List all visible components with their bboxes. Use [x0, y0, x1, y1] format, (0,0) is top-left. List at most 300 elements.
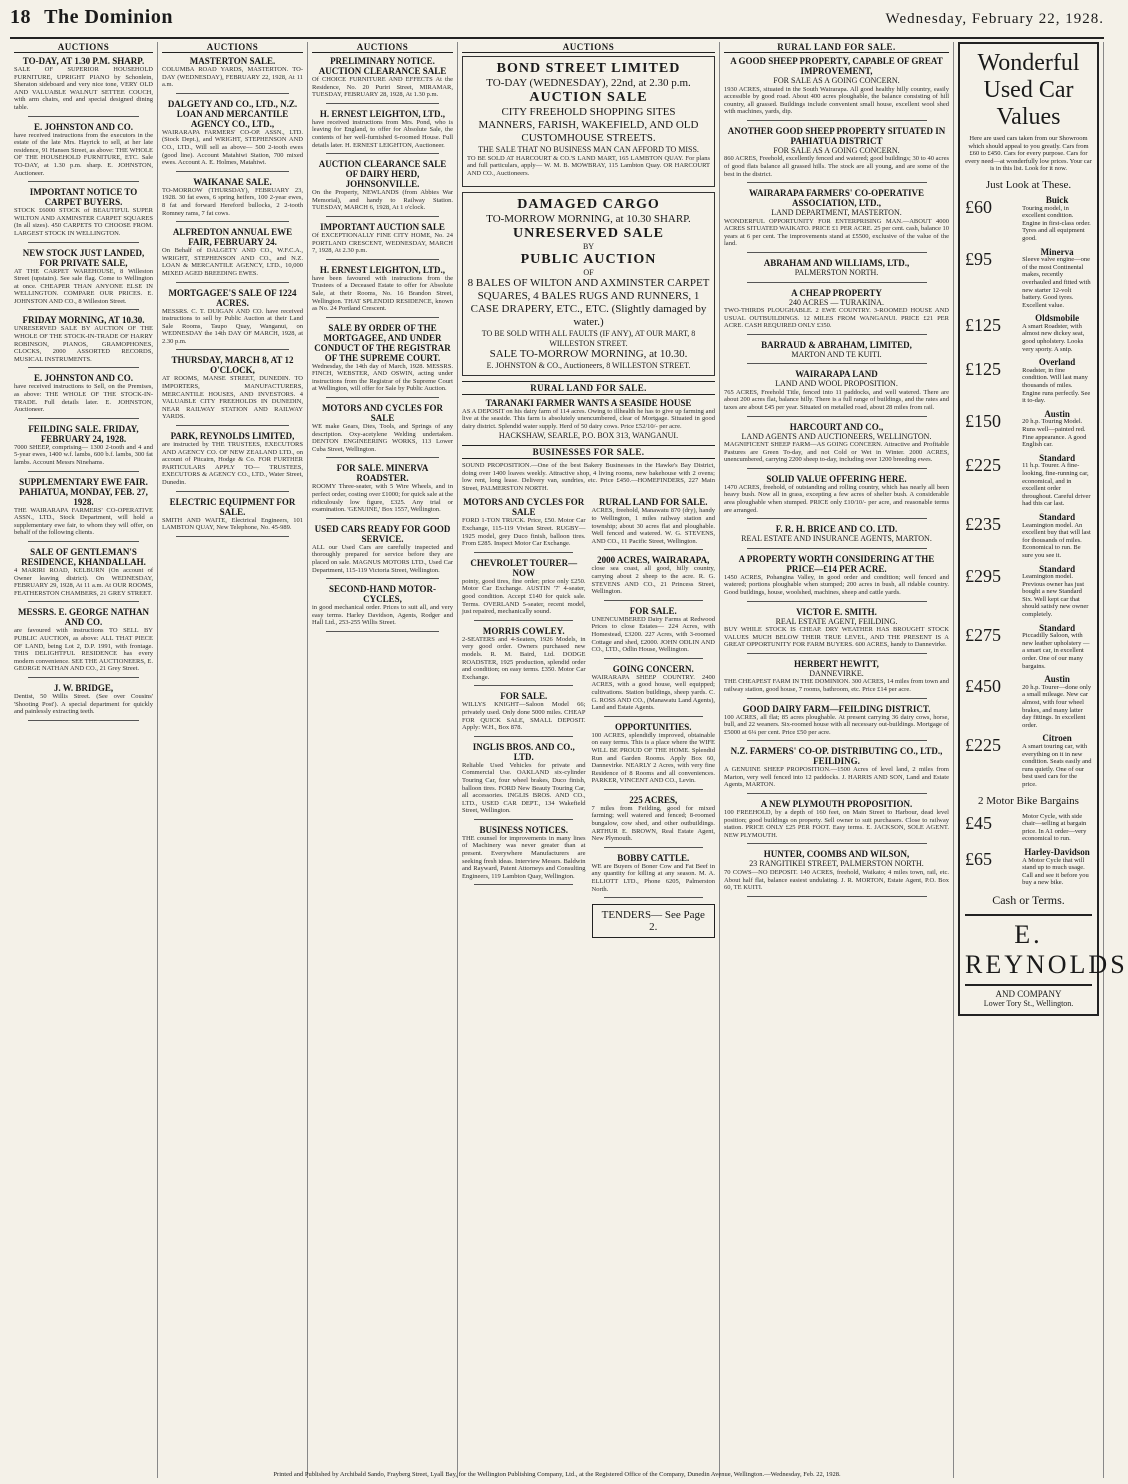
- advertisement: [724, 369, 949, 416]
- ad-body: UNRESERVED SALE BY AUCTION OF THE WHOLE OF THE STOCK-IN-TRADE OF HARRY ROBINSON, PIANOS, GRAMOPHONES, CLOCKS, 2000 ASSORTED RECORDS, MUSICAL INSTRUMENTS.: [14, 325, 153, 363]
- car-name: Standard: [1039, 452, 1076, 463]
- ad-divider: [747, 896, 927, 897]
- car-listing: [965, 511, 1092, 560]
- car-name: Citroen: [1042, 733, 1072, 744]
- car-price-block: [965, 676, 1018, 729]
- ad-divider: [747, 518, 927, 519]
- ad-subtitle: PALMERSTON NORTH.: [794, 268, 879, 278]
- ad-subtitle: 240 ACRES — TURAKINA.: [789, 297, 884, 307]
- ad-title: N.Z. FARMERS' CO-OP. DISTRIBUTING CO., LTD., FEILDING.: [730, 746, 943, 767]
- ad-title: MOTORS AND CYCLES FOR SALE: [321, 403, 444, 424]
- advertisement: [592, 555, 716, 600]
- ad-title: VICTOR E. SMITH.: [796, 606, 877, 617]
- ad-divider: [28, 116, 139, 117]
- masthead-left: [10, 6, 173, 29]
- ad-divider: [747, 282, 927, 283]
- car-listing: [965, 246, 1092, 310]
- ad-title: BARRAUD & ABRAHAM, LIMITED,: [761, 339, 912, 350]
- ad-body: 100 ACRES, all flat; 85 acres ploughable. At present carrying 36 dairy cows, horse, bull, and 22 weaners. Six-roomed house with all necessary out-buildings. Mortgage of £5000 at 6¼ per cent. Price £50 per acre.: [724, 713, 949, 736]
- bond-sites: CITY FREEHOLD SHOPPING SITES: [501, 106, 676, 118]
- car-price-block: [965, 514, 1018, 560]
- ad-title: WAIRARAPA FARMERS' CO-OPERATIVE ASSOCIATION, LTD.,: [748, 188, 924, 209]
- car-description: A smart touring car, with everything on it in new condition. Seats easily and runs quietly. One of our best used cars for the price.: [1022, 742, 1092, 788]
- ad-title: FOR SALE.: [500, 691, 548, 702]
- cars-header-2: Used Car: [983, 77, 1074, 103]
- ad-title: A PROPERTY WORTH CONSIDERING AT THE PRICE—£14 PER ACRE.: [738, 553, 935, 574]
- ad-title: H. ERNEST LEIGHTON, LTD.,: [319, 108, 446, 119]
- ad-body: 1470 ACRES, freehold, of outstanding and rolling country, which has nearly all been heavy bush. Now all in grass, excepting a few acres of shelter bush. A considerable area ploughable when stumped. PRICE only £10/10/- per acre, and reasonable terms are arranged.: [724, 483, 949, 514]
- car-description-block: [1022, 194, 1092, 243]
- cars-intro: Here are used cars taken from our Showroom which should appeal to you greatly. Cars from £60 to £450. Cars for every purpose. Cars for every need—at wonderfully low prices. Your car is in this list. Look for it now.: [965, 135, 1092, 173]
- car-description-block: [1022, 622, 1092, 671]
- ad-title: SALE OF GENTLEMAN'S RESIDENCE, KHANDALLAH.: [21, 546, 146, 567]
- advertisement: [462, 825, 586, 886]
- ad-divider: [176, 536, 289, 537]
- ad-title: GOOD DAIRY FARM—FEILDING DISTRICT.: [742, 703, 931, 714]
- ad-title: A GOOD SHEEP PROPERTY, CAPABLE OF GREAT IMPROVEMENT,: [730, 56, 943, 76]
- advertisement: [14, 607, 153, 678]
- ad-title: FRIDAY MORNING, AT 10.30.: [22, 315, 145, 326]
- car-listing: [965, 735, 1092, 788]
- ad-title: IMPORTANT NOTICE TO CARPET BUYERS.: [29, 187, 138, 208]
- car-description: 11 h.p. Tourer. A fine-looking, fine-running car, economical, and in excellent order throughout. Careful driver had this car last.: [1022, 462, 1091, 508]
- advertisement: [312, 524, 453, 579]
- cargo-where: TO BE SOLD WITH ALL FAULTS (IF ANY), AT OUR MART, 8 WILLESTON STREET.: [481, 329, 696, 348]
- ad-divider: [747, 334, 927, 335]
- car-description: Motor Cycle, with side chair—selling at bargain price. In A1 order—very economical to run.: [1022, 812, 1087, 843]
- ad-body: have received instructions from Mrs. Pond, who is leaving for England, to offer for Absolute Sale, the contents of her well-furnished 6-roomed House. Full details later. H. ERNEST LEIGHTON, Auctioneer.: [312, 118, 453, 149]
- ad-body: 860 ACRES, Freehold, excellently fenced and watered; good buildings; 30 to 40 acres of good flats balance all grassed hills. The stock are all young, and are some of the best in the district.: [724, 155, 949, 178]
- ad-divider: [28, 677, 139, 678]
- advertisement: [312, 584, 453, 632]
- ad-title: GOING CONCERN.: [612, 663, 694, 674]
- ad-divider: [747, 548, 927, 549]
- ad-divider: [326, 518, 439, 519]
- cargo-lots: 8 BALES OF WILTON AND AXMINSTER CARPET SQUARES, 4 BALES RUGS AND RUNNERS, 1 CASE DRAPERY, ETC., ETC. (Slightly damaged by water.): [467, 277, 710, 329]
- ad-title: CHEVROLET TOURER—NOW: [470, 557, 578, 578]
- car-description-block: [1022, 676, 1092, 729]
- ad-subtitle: 23 RANGITIKEI STREET, PALMERSTON NORTH.: [749, 859, 924, 869]
- ad-divider: [747, 740, 927, 741]
- ad-body: Dentist, 50 Willis Street. (See over Cousins' 'Shooting Post'). A special department for quickly and painlessly extracting teeth.: [14, 692, 153, 716]
- advertisement: [724, 126, 949, 183]
- ad-title: USED CARS READY FOR GOOD SERVICE.: [314, 523, 451, 544]
- cargo-title: DAMAGED CARGO: [517, 197, 660, 213]
- advertisement: [462, 497, 586, 552]
- car-price-block: [965, 849, 1018, 887]
- rural-section-header: RURAL LAND FOR SALE.: [462, 381, 715, 395]
- ad-divider: [747, 416, 927, 417]
- column-2-ads: [162, 56, 303, 537]
- ad-title: SOLID VALUE OFFERING HERE.: [766, 473, 907, 484]
- advertisement: [14, 683, 153, 721]
- ad-title: WAIRARAPA LAND: [795, 369, 878, 380]
- ad-body: TWO-THIRDS PLOUGHABLE. 2 EWE COUNTRY. 3-ROOMED HOUSE AND USUAL OUTBUILDINGS. 12 MILES FROM WANGANUI. PRICE £21 PER ACRE. CASH REQUIRED ONLY £350.: [724, 307, 949, 330]
- ad-body: 4 MARIRI ROAD, KELBURN (On account of Owner leaving district). On WEDNESDAY, FEBRUARY 29, 1928, At 11 a.m. At OUR ROOMS, FEATHERSTON CHAMBERS, 21 GREY STREET.: [14, 566, 153, 597]
- car-listing: [965, 846, 1092, 887]
- advertisement: [14, 56, 153, 117]
- ad-title: HERBERT HEWITT,: [794, 658, 879, 669]
- advertisement: [724, 746, 949, 794]
- advertisement: [724, 422, 949, 469]
- advertisement: [724, 258, 949, 283]
- taranaki-body: AS A DEPOSIT on his dairy farm of 114 acres. Owing to illhealth he has to give up farming and live at the seaside. This farm is absolutely unencumbered, clear of Mortgage. Situated in good dairy district. Splendid water supply. Herd of 50 dairy cows. Price £52/10/- per acre.: [462, 407, 715, 430]
- column-5-ads: [724, 56, 949, 897]
- paper-name: The Dominion: [44, 6, 173, 28]
- ad-divider: [604, 549, 703, 550]
- ad-title: BOBBY CATTLE.: [617, 852, 690, 863]
- motors-list: [462, 497, 586, 938]
- ad-body: Of CHOICE FURNITURE AND EFFECTS At the Residence, No. 20 Puriri Street, MIRAMAR, TUESDAY, FEBRUARY 28, 1928, At 1.30 p.m.: [312, 76, 453, 99]
- ad-body: SMITH AND WAITE, Electrical Engineers, 101 LAMBTON QUAY, New Telephone, No. 45-989.: [162, 516, 303, 532]
- ad-body: close sea coast, all good, hilly country, carrying about 2 sheep to the acre. R. G. STEVENS AND CO., 21 Princess Street, Wellington.: [591, 565, 715, 596]
- dealer-address: Lower Tory St., Wellington.: [983, 998, 1074, 1008]
- ad-title: IMPORTANT AUCTION SALE: [320, 221, 445, 232]
- ad-divider: [326, 216, 439, 217]
- tenders-notice: TENDERS— See Page 2.: [592, 904, 716, 938]
- car-name: Standard: [1039, 622, 1076, 633]
- bond-street-ad: [462, 56, 715, 187]
- car-name: Austin: [1044, 408, 1070, 419]
- ad-title: FOR SALE.: [629, 605, 677, 616]
- ad-title: ALFREDTON ANNUAL EWE FAIR, FEBRUARY 24.: [172, 227, 293, 248]
- ad-title: THURSDAY, MARCH 8, AT 12 O'CLOCK,: [171, 355, 294, 376]
- car-price: £150: [965, 410, 1001, 431]
- car-price: £45: [965, 812, 992, 833]
- column-1-ads: [14, 56, 153, 721]
- advertisement: [14, 315, 153, 368]
- column-3-ads: [312, 56, 453, 632]
- column-2: [158, 42, 308, 1478]
- column-3-header: AUCTIONS: [312, 42, 453, 53]
- bike-list: [965, 813, 1092, 887]
- advertisement: [724, 607, 949, 654]
- car-price-block: [965, 566, 1018, 619]
- ad-body: FORD 1-TON TRUCK. Price, £50. Motor Car Exchange, 115-119 Vivian Street. RUGBY—1925 model, grey Duco finish, balloon tires. From £285. Inspect Motor Car Exchange.: [462, 517, 586, 548]
- ad-divider: [326, 397, 439, 398]
- bond-agents: TO BE SOLD AT HARCOURT & CO.'S LAND MART, 165 LAMBTON QUAY. For plans and full particulars, apply— W. M. B. MOWBRAY, 115 Lambton Quay. OR HARCOURT AND CO., Auctioneers.: [467, 154, 710, 177]
- advertisement: [162, 288, 303, 351]
- car-description-block: [1022, 246, 1092, 310]
- car-description: Piccadilly Saloon, with new leather upholstery — a smart car, in excellent order. One of our many bargains.: [1022, 632, 1090, 670]
- ad-divider: [28, 720, 139, 721]
- advertisement: [724, 56, 949, 121]
- advertisement: [162, 56, 303, 94]
- advertisement: [312, 265, 453, 318]
- car-price-block: [965, 315, 1018, 353]
- ad-title: FOR SALE. MINERVA ROADSTER.: [336, 463, 429, 484]
- ad-divider: [604, 847, 703, 848]
- ad-divider: [747, 698, 927, 699]
- ad-divider: [604, 600, 703, 601]
- car-description-block: [1022, 511, 1092, 560]
- taranaki-agent: HACKSHAW, SEARLE, P.O. BOX 313, WANGANUI.: [498, 430, 679, 440]
- ad-divider: [747, 363, 927, 364]
- advertisement: [462, 742, 586, 820]
- ad-body: 7000 SHEEP, comprising— 1300 2-tooth and 4 and 5-year ewes, 1400 w.f. lambs, 600 b.f. lambs, 300 fat lambs. Account Messrs Ninehams.: [14, 443, 153, 466]
- ad-title: HARCOURT AND CO.,: [789, 421, 884, 432]
- advertisement: [162, 227, 303, 282]
- ad-subtitle: LAND DEPARTMENT, MASTERTON.: [771, 208, 902, 218]
- ad-subtitle: DANNEVIRKE.: [809, 668, 864, 678]
- car-price: £295: [965, 565, 1001, 586]
- ad-title: TO-DAY, AT 1.30 P.M. SHARP.: [22, 56, 145, 66]
- advertisement: [724, 799, 949, 844]
- advertisement: [312, 56, 453, 104]
- car-listing: [965, 813, 1092, 843]
- ad-body: THE WAIRARAPA FARMERS' CO-OPERATIVE ASSN., LTD., Stock Department, will hold a supplementary ewe fair, to whom they will offer, on behalf of the following clients.: [14, 506, 153, 537]
- ad-subtitle: FOR SALE AS A GOING CONCERN.: [773, 76, 900, 85]
- ad-title: BUSINESS NOTICES.: [479, 824, 569, 835]
- column-2-header: AUCTIONS: [162, 42, 303, 53]
- car-listing: [965, 622, 1092, 671]
- ad-divider: [28, 181, 139, 182]
- car-description: Sleeve valve engine—one of the most Continental makes, recently overhauled and fitted with new starter 12-volt battery. Good tyres. Excellent value.: [1022, 256, 1091, 309]
- ad-divider: [474, 620, 573, 621]
- ad-divider: [747, 120, 927, 121]
- ad-divider: [474, 552, 573, 553]
- ad-title: DALGETY AND CO., LTD., N.Z. LOAN AND MERCANTILE AGENCY CO., LTD.,: [167, 98, 298, 129]
- car-listing: [965, 563, 1092, 619]
- ad-title: ELECTRIC EQUIPMENT FOR SALE.: [169, 496, 296, 517]
- advertisement: [162, 177, 303, 222]
- ad-body: are instructed by THE TRUSTEES, EXECUTORS AND AGENCY CO. OF NEW ZEALAND LTD., on account of Pitcairn, Hodge & Co. FOR FURTHER PARTICULARS APPLY TO— TRUSTEES, EXECUTORS & AGENCY CO., LTD., Water Street, Dunedin.: [162, 441, 303, 486]
- ad-divider: [326, 153, 439, 154]
- ad-title: PRELIMINARY NOTICE. AUCTION CLEARANCE SALE: [318, 56, 447, 76]
- ad-subtitle: LAND AGENTS AND AUCTIONEERS, WELLINGTON.: [741, 431, 932, 441]
- ad-title: 2000 ACRES, WAIRARAPA,: [597, 555, 710, 566]
- ad-body: 70 COWS—NO DEPOSIT. 140 ACRES, freehold, Waikato; 4 miles town, rail, etc. About half flat, balance easiest undulating. J. R. MORTON, Estate Agent, P.O. Box 60, TE KUITI.: [724, 868, 949, 892]
- advertisement: [724, 704, 949, 742]
- ad-divider: [474, 819, 573, 820]
- ad-body: Reliable Used Vehicles for private and Commercial Use. OAKLAND six-cylinder Touring Car, four wheel brakes, Duco finish, balloon tires. FORD New Beauty Touring Car, all accessories. INGLIS BROS. AND CO., LTD., USED CAR DEPT., 134 Wakefield Street, Wellington.: [462, 761, 586, 815]
- ad-body: 765 ACRES, Freehold Title, fenced into 11 paddocks, and well watered. There are about 200 acres flat, balance hilly. There is a full range of buildings, and the rates and taxes are about £45 per year. Situated on metalled road, about 28 miles from rail.: [724, 388, 949, 411]
- ad-divider: [176, 282, 289, 283]
- column-4: [458, 42, 720, 1478]
- ad-title: OPPORTUNITIES.: [615, 721, 692, 732]
- ad-body: ROOMY Three-seater, with 5 Wire Wheels, and in perfect order, costing over £1000; for quick sale at the ridiculously low figure, £325. Any trial or examination. 'GENUINE,' Box 1557, Wellington.: [312, 483, 453, 514]
- ad-body: AT THE CARPET WAREHOUSE, 8 Willeston Street (upstairs). See sale flag. Come to Wellington at once. CHEAPER THAN ANYONE ELSE IN WELLINGTON. COMPARE OUR PRICES. E. JOHNSTON AND CO., 8 Willeston Street.: [14, 267, 153, 305]
- ad-divider: [28, 601, 139, 602]
- advertisement: [14, 122, 153, 183]
- ad-body: TO-MORROW (THURSDAY), FEBRUARY 23, 1928. 30 fat ewes, 6 spring heifers, 100 2-year ewes, 8 fat and forward Hereford bullocks, 2 2-tooth Romney rams, 7 fat cows.: [162, 186, 303, 217]
- car-price-block: [965, 197, 1018, 243]
- car-description: 20 h.p. Tourer—done only a small mileage. New car almost, with four wheel brakes, and many latter day fittings. In excellent order.: [1022, 683, 1092, 729]
- damaged-cargo-ad: [462, 192, 715, 376]
- ad-body: UNENCUMBERED Dairy Farms at Redwood Prices to close Estates— 224 Acres, with Homestead, £3200. 227 Acres, with 3-roomed Cottage and shed, £2000. JOHN ODLIN AND CO., LTD., Odlin House, Wellington.: [591, 615, 715, 654]
- ad-divider: [474, 736, 573, 737]
- advertisement: [592, 664, 716, 717]
- car-name: Standard: [1039, 563, 1076, 574]
- ad-body: STOCK £6000 STOCK of BEAUTIFUL SUPER WILTON AND AXMINSTER CARPET SQUARES (In all sizes). 450 CARPETS TO CHOOSE FROM. LARGEST STOCK IN WELLINGTON.: [14, 207, 153, 237]
- ad-title: F. R. H. BRICE AND CO. LTD.: [775, 524, 898, 535]
- ad-divider: [326, 457, 439, 458]
- column-5: [720, 42, 954, 1478]
- advertisement: [162, 497, 303, 537]
- car-price-block: [965, 411, 1018, 449]
- ad-body: On the Property, NEWLANDS (from Abbies War Memorial), and handy to Railway Station. TUESDAY, MARCH 6, 1928, At 1 o'clock.: [312, 189, 453, 212]
- advertisement: [724, 524, 949, 549]
- ad-divider: [474, 685, 573, 686]
- ad-title: E. JOHNSTON AND CO.: [33, 373, 134, 384]
- ad-divider: [747, 653, 927, 654]
- used-car-ad: [958, 42, 1128, 1016]
- cargo-public-auction: PUBLIC AUCTION: [520, 251, 657, 267]
- ad-title: FEILDING SALE. FRIDAY, FEBRUARY 24, 1928.: [28, 423, 139, 444]
- column-4-header: AUCTIONS: [462, 42, 715, 53]
- imprint: Printed and Published by Archibald Sando, Frayberg Street, Lyall Bay, for the Wellington Publishing Company, Ltd., at the Registered Office of the Company, Dunedin Avenue, Wellington.—Wednesday, Feb. 22, 1928.: [273, 1471, 841, 1478]
- ad-body: ALL our Used Cars are carefully inspected and thoroughly prepared for service before they are placed on sale. MAGNUS MOTORS LTD., Used Car Department, 115-119 Victoria Street, Wellington.: [312, 543, 453, 574]
- cargo-when: TO-MORROW MORNING, at 10.30 SHARP.: [486, 213, 691, 226]
- ad-title: SALE BY ORDER OF THE MORTGAGEE, AND UNDER CONDUCT OF THE REGISTRAR OF THE SUPREME COURT.: [314, 322, 451, 363]
- ad-body: Of EXCEPTIONALLY FINE CITY HOME, No. 24 PORTLAND CRESCENT, WEDNESDAY, MARCH 7, 1928, At 2.30 p.m.: [312, 231, 453, 255]
- car-price: £275: [965, 624, 1001, 645]
- ad-divider: [604, 897, 703, 898]
- advertisement: [724, 474, 949, 519]
- car-price-block: [965, 455, 1018, 508]
- ad-title: MESSRS. E. GEORGE NATHAN AND CO.: [17, 607, 150, 628]
- ad-subtitle: REAL ESTATE AND INSURANCE AGENTS, MARTON.: [741, 534, 932, 544]
- car-listing: [965, 452, 1092, 508]
- advertisement: [14, 424, 153, 472]
- ad-body: MESSRS. C. T. DUIGAN AND CO. have received instructions to sell by Public Auction at their Land Sale Rooms, Taupo Quay, Wanganui, on WEDNESDAY the 14th DAY OF MARCH, 1928, at 2.30 p.m.: [162, 307, 303, 345]
- ad-title: A CHEAP PROPERTY: [791, 287, 882, 298]
- ad-body: 1930 ACRES, situated in the South Wairarapa. All good healthy hilly country, easily accessible by good road. About 400 acres ploughable, the balance consisting of hill country, all grassed. Buildings include convenient small house, excellent wool shed with machines, yards, dip.: [724, 85, 949, 116]
- ad-divider: [28, 367, 139, 368]
- car-description-block: [1022, 813, 1092, 843]
- ad-divider: [176, 221, 289, 222]
- ad-title: ANOTHER GOOD SHEEP PROPERTY SITUATED IN PAHIATUA DISTRICT: [727, 125, 946, 146]
- ad-divider: [326, 103, 439, 104]
- ad-subtitle: FOR SALE AS A GOING CONCERN.: [773, 145, 900, 155]
- advertisement: [724, 849, 949, 896]
- ad-title: NEW STOCK JUST LANDED, FOR PRIVATE SALE,: [22, 247, 145, 268]
- ad-divider: [747, 252, 927, 253]
- bond-streets: MANNERS, FARISH, WAKEFIELD, AND OLD CUSTOMHOUSE STREETS.: [478, 119, 699, 144]
- businesses-header: BUSINESSES FOR SALE.: [462, 445, 715, 459]
- car-price: £95: [965, 248, 992, 269]
- ad-body: On Behalf of DALGETY AND CO., W.F.C.A., WRIGHT, STEPHENSON AND CO., and N.Z. LOAN & MERCANTILE AGENCY, LTD., 10,000 MIXED AGED BREEDING EWES.: [162, 247, 303, 277]
- ad-body: are favoured with instructions TO SELL BY PUBLIC AUCTION, as above: ALL THAT PIECE OF LAND, being Lot 2, D.P. 1991, with frontage. THIS DELIGHTFUL RESIDENCE has every modern convenience. SEE THE AUCTIONEERS, E. GEORGE NATHAN AND CO., 21 Grey Street.: [14, 627, 153, 673]
- car-name: Standard: [1039, 511, 1076, 522]
- ad-title: MORTGAGEE'S SALE OF 1224 ACRES.: [168, 287, 297, 308]
- advertisement: [312, 323, 453, 398]
- ad-divider: [604, 716, 703, 717]
- car-description: Leamington model. Previous owner has just bought a new Standard Six. Well kept car that should satisfy new owner completely.: [1022, 573, 1089, 619]
- car-list: [965, 194, 1092, 789]
- ad-body: SALE OF SUPERIOR HOUSEHOLD FURNITURE, UPRIGHT PIANO by Schonlein, Sheraton sideboard and very nice tone, VERY OLD AND VALUABLE WALNUT SETTEE COUCH, with arm chairs, end and special designed dining table.: [14, 66, 153, 111]
- ad-title: 225 ACRES,: [629, 794, 678, 805]
- taranaki-title: TARANAKI FARMER WANTS A SEASIDE HOUSE: [485, 397, 692, 408]
- advertisement: [162, 431, 303, 492]
- ad-body: THE counsel for improvements in many lines of Machinery was never greater than at present. Everywhere Manufacturers are seeking fresh ideas. Interview Messrs. Baldwin and Rayward, Patent Attorneys and Consulting Engineers, 119 Lambton Quay, Wellington.: [462, 834, 586, 880]
- ad-body: 100 ACRES, splendidly improved, obtainable on easy terms. This is a place where the WIFE WILL BE PROUD OF THE HOME. Splendid Run and Garden Rooms. Apply Box 60, Dannevirke. NEARLY 2 Acres, with very fine Residence of 8 Rooms and all conveniences. PARKER, VINCENT AND CO., Levin.: [591, 731, 715, 785]
- ad-title: MOTORS AND CYCLES FOR SALE: [463, 497, 585, 518]
- ad-body: have received instructions from the executors in the estate of the late Mrs. Hayrick to sell, at her late residence, 91 Hansen Street, as above: THE WHOLE OF THE HOUSEHOLD FURNITURE, ETC. Sale TO-DAY, at 1.30 p.m. sharp. E. JOHNSTON, Auctioneer.: [14, 131, 153, 177]
- ad-title: J. W. BRIDGE,: [53, 682, 114, 693]
- car-price-block: [965, 813, 1018, 843]
- ad-divider: [747, 601, 927, 602]
- ad-divider: [747, 182, 927, 183]
- advertisement: [592, 606, 716, 659]
- ad-body: WE are Buyers of Boner Cow and Fat Beef in any quantity for killing at any season. M. A. ELLIOTT LTD., Phone 6205, Palmerston North.: [591, 862, 715, 893]
- ad-divider: [28, 471, 139, 472]
- masthead: [10, 6, 1104, 39]
- ad-title: HUNTER, COOMBS AND WILSON,: [763, 849, 910, 860]
- ad-title: SECOND-HAND MOTOR-CYCLES,: [328, 584, 437, 605]
- car-description: A Motor Cycle that will stand up to much usage. Call and see it before you buy a new bike.: [1022, 856, 1089, 887]
- car-price: £125: [965, 315, 1001, 336]
- dealer-sub: AND COMPANY: [995, 988, 1062, 999]
- ad-divider: [176, 349, 289, 350]
- advertisement: [162, 355, 303, 426]
- car-description: 20 h.p. Touring Model. Runs well—painted red. Fine appearance. A good English car.: [1022, 418, 1087, 449]
- ad-title: MASTERTON SALE.: [189, 56, 276, 66]
- ad-title: MORRIS COWLEY.: [482, 625, 565, 636]
- ad-divider: [474, 884, 573, 885]
- ad-body: 100 FREEHOLD, by a depth of 160 feet, on Main Street to Harbour, dead level position; good buildings on property. Sell owner to suit purchasers. Close to railway station. PRICE ONLY £25 PER FOOT. Easy terms. E. JACKSON, SOLE AGENT. NEW PLYMOUTH.: [724, 809, 949, 839]
- ad-subtitle: REAL ESTATE AGENT, FEILDING.: [775, 616, 898, 626]
- advertisement: [724, 188, 949, 253]
- bikes-header: 2 Motor Bike Bargains: [978, 794, 1079, 807]
- ad-body: BUY WHILE STOCK IS CHEAP. DRY WEATHER HAS BROUGHT STOCK VALUES MUCH BELOW THEIR TRUE LEVEL, AND THE PRESENT IS A GREAT OPPORTUNITY FOR FARM BUYERS. 600 ACRES, handy to Dannevirke.: [724, 626, 949, 649]
- cargo-of: OF: [583, 267, 594, 277]
- car-description-block: [1022, 846, 1092, 887]
- ad-divider: [326, 317, 439, 318]
- car-listing: [965, 315, 1092, 353]
- cars-header-3: Values: [996, 104, 1061, 130]
- ad-body: ACRES, freehold, Manawatu 870 (dry), handy to Wellington, 1 miles railway station and township; about 30 acres flat and ploughable. Well fenced and watered. W. G. STEVENS, AND CO., 11 Pacific Street, Wellington.: [591, 507, 715, 545]
- ad-divider: [176, 171, 289, 172]
- car-price: £235: [965, 513, 1001, 534]
- column-3: [308, 42, 458, 1478]
- ad-divider: [28, 541, 139, 542]
- advertisement: [724, 288, 949, 335]
- ad-body: COLUMBA ROAD YARDS, MASTERTON. TO-DAY (WEDNESDAY), FEBRUARY 22, 1928, At 11 a.m.: [162, 66, 303, 89]
- car-price-block: [965, 249, 1018, 310]
- advertisement: [592, 497, 716, 550]
- ad-body: AT ROOMS, MANSE STREET, DUNEDIN. TO IMPORTERS, MANUFACTURERS, MERCANTILE HOUSES, AND INVESTORS. 4 VALUABLE CITY FREEHOLDS IN DUNEDIN, NEAR RAILWAY STATION AND RAILWAY YARDS.: [162, 375, 303, 421]
- bond-title: BOND STREET LIMITED: [496, 61, 681, 76]
- ad-body: Wednesday, the 14th day of March, 1928. MESSRS. FINCH, WEBSTER, AND OSWIN, acting under instructions from the Registrar of the Supreme Court at Wellington, will offer for Sale by Public Auction.: [312, 362, 453, 393]
- car-price: £125: [965, 359, 1001, 380]
- advertisement: [14, 547, 153, 602]
- ad-divider: [176, 425, 289, 426]
- car-description: Touring model, in excellent condition. Engine in first-class order. Tyres and all equipment good.: [1022, 204, 1091, 242]
- column-1: [10, 42, 158, 1478]
- advertisement: [14, 477, 153, 542]
- ad-divider: [28, 309, 139, 310]
- ad-divider: [326, 631, 439, 632]
- car-description: A smart Roadster, with almost new dickey seat, good upholstery. Looks very sporty. A snip.: [1022, 322, 1085, 353]
- ad-title: ABRAHAM AND WILLIAMS, LTD.,: [763, 258, 910, 269]
- advertisement: [14, 373, 153, 418]
- advertisement: [724, 554, 949, 602]
- dealer-name: E. REYNOLDS: [965, 914, 1092, 986]
- ad-divider: [326, 259, 439, 260]
- car-listing: [965, 359, 1092, 405]
- ad-body: in good mechanical order. Prices to suit all, and very easy terms. Harley Davidson, Agents, Rodger and Hall Ltd., 253-255 Willis Street.: [312, 604, 453, 627]
- ad-divider: [28, 242, 139, 243]
- bond-sale: AUCTION SALE: [529, 90, 648, 105]
- ad-divider: [176, 491, 289, 492]
- ad-divider: [176, 93, 289, 94]
- ad-divider: [604, 789, 703, 790]
- column-6: [954, 42, 1128, 1478]
- ad-body: THE CHEAPEST FARM IN THE DOMINION. 300 ACRES, 14 miles from town and railway station, good house, 7 rooms, bathroom, etc. Price £14 per acre.: [724, 678, 949, 693]
- car-name: Buick: [1045, 194, 1069, 205]
- car-description-block: [1022, 359, 1092, 405]
